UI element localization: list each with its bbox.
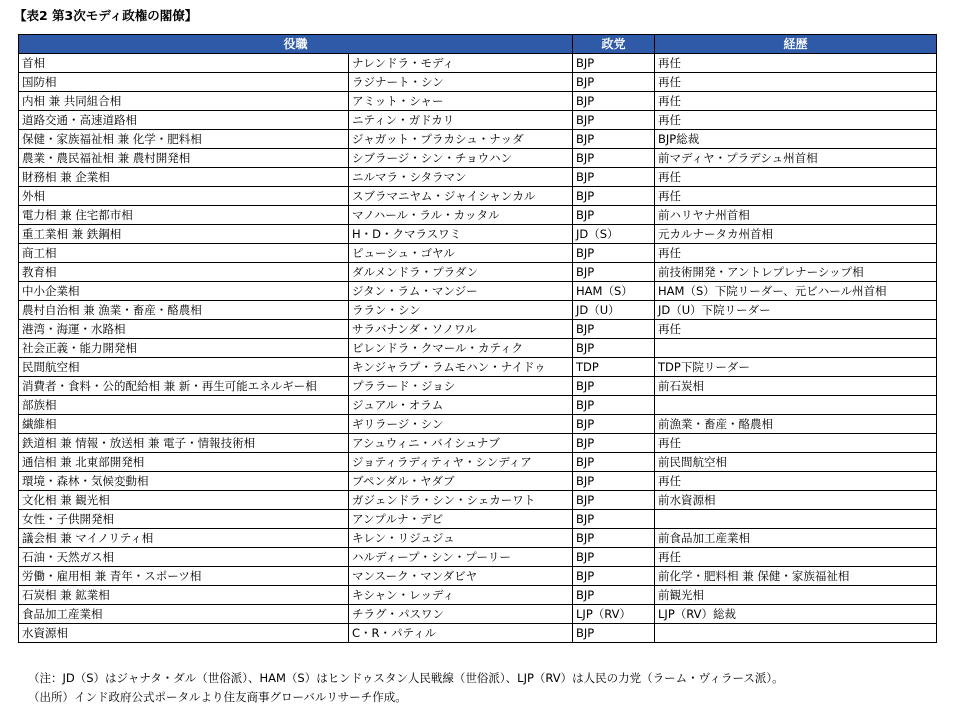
cell-party: BJP — [573, 415, 655, 434]
cell-role: 石油・天然ガス相 — [19, 548, 349, 567]
cell-name: アミット・シャー — [349, 92, 573, 111]
cell-career: 前石炭相 — [655, 377, 937, 396]
cell-name: ギリラージ・シン — [349, 415, 573, 434]
cell-career: 再任 — [655, 548, 937, 567]
cell-role: 農業・農民福祉相 兼 農村開発相 — [19, 149, 349, 168]
cell-role: 首相 — [19, 54, 349, 73]
cabinet-table — [18, 34, 937, 643]
table-row — [19, 320, 937, 339]
table-row — [19, 586, 937, 605]
cell-party: BJP — [573, 149, 655, 168]
cell-role: 繊維相 — [19, 415, 349, 434]
cell-name: ダルメンドラ・プラダン — [349, 263, 573, 282]
cell-role: 重工業相 兼 鉄鋼相 — [19, 225, 349, 244]
cell-party: BJP — [573, 263, 655, 282]
cell-role: 財務相 兼 企業相 — [19, 168, 349, 187]
cell-role: 環境・森林・気候変動相 — [19, 472, 349, 491]
cell-career: 再任 — [655, 187, 937, 206]
cell-role: 消費者・食料・公的配給相 兼 新・再生可能エネルギー相 — [19, 377, 349, 396]
cell-role: 文化相 兼 観光相 — [19, 491, 349, 510]
cell-party: BJP — [573, 54, 655, 73]
cell-role: 水資源相 — [19, 624, 349, 643]
cell-career: 再任 — [655, 472, 937, 491]
header-party: 政党 — [573, 35, 655, 54]
header-career: 経歴 — [655, 35, 937, 54]
cell-career: 再任 — [655, 168, 937, 187]
table-caption: 【表2 第3次モディ政権の閣僚】 — [14, 8, 198, 23]
cell-party: BJP — [573, 472, 655, 491]
cell-career: 前マディヤ・プラデシュ州首相 — [655, 149, 937, 168]
cell-role: 通信相 兼 北東部開発相 — [19, 453, 349, 472]
header-role: 役職 — [19, 35, 573, 54]
table-row — [19, 263, 937, 282]
cell-party: BJP — [573, 586, 655, 605]
cell-role: 港湾・海運・水路相 — [19, 320, 349, 339]
cell-career: LJP（RV）総裁 — [655, 605, 937, 624]
cell-party: LJP（RV） — [573, 605, 655, 624]
table-row — [19, 92, 937, 111]
cell-name: ピューシュ・ゴヤル — [349, 244, 573, 263]
cell-career — [655, 396, 937, 415]
cell-career: BJP総裁 — [655, 130, 937, 149]
cell-party: BJP — [573, 396, 655, 415]
table-row — [19, 624, 937, 643]
cell-name: ラジナート・シン — [349, 73, 573, 92]
cell-name: ララン・シン — [349, 301, 573, 320]
table-row — [19, 187, 937, 206]
table-row — [19, 206, 937, 225]
table-row — [19, 605, 937, 624]
cell-party: BJP — [573, 567, 655, 586]
table-row — [19, 244, 937, 263]
table-row — [19, 339, 937, 358]
cell-party: JD（U） — [573, 301, 655, 320]
cell-role: 部族相 — [19, 396, 349, 415]
table-row — [19, 301, 937, 320]
table-row — [19, 510, 937, 529]
cell-career: HAM（S）下院リーダー、元ビハール州首相 — [655, 282, 937, 301]
cell-role: 石炭相 兼 鉱業相 — [19, 586, 349, 605]
cell-career — [655, 510, 937, 529]
cell-career: 前ハリヤナ州首相 — [655, 206, 937, 225]
cell-role: 内相 兼 共同組合相 — [19, 92, 349, 111]
table-row — [19, 282, 937, 301]
cell-role: 鉄道相 兼 情報・放送相 兼 電子・情報技術相 — [19, 434, 349, 453]
cell-name: ジュアル・オラム — [349, 396, 573, 415]
cell-name: ビレンドラ・クマール・カティク — [349, 339, 573, 358]
table-row — [19, 491, 937, 510]
table-row — [19, 377, 937, 396]
table-row — [19, 434, 937, 453]
table-row — [19, 472, 937, 491]
cell-career — [655, 339, 937, 358]
table-row — [19, 54, 937, 73]
cell-career: 再任 — [655, 434, 937, 453]
table-body — [19, 54, 937, 643]
cell-role: 道路交通・高速道路相 — [19, 111, 349, 130]
table-row — [19, 548, 937, 567]
cell-name: ハルディープ・シン・プーリー — [349, 548, 573, 567]
cell-career: 再任 — [655, 320, 937, 339]
cell-role: 労働・雇用相 兼 青年・スポーツ相 — [19, 567, 349, 586]
table-row — [19, 111, 937, 130]
cell-name: スブラマニヤム・ジャイシャンカル — [349, 187, 573, 206]
cell-role: 外相 — [19, 187, 349, 206]
cell-name: H・D・クマラスワミ — [349, 225, 573, 244]
cell-name: ナレンドラ・モディ — [349, 54, 573, 73]
cell-career: 前化学・肥料相 兼 保健・家族福祉相 — [655, 567, 937, 586]
cell-career: 前水資源相 — [655, 491, 937, 510]
cell-role: 民間航空相 — [19, 358, 349, 377]
cell-career: 前民間航空相 — [655, 453, 937, 472]
cell-career: 前観光相 — [655, 586, 937, 605]
table-row — [19, 225, 937, 244]
cell-role: 農村自治相 兼 漁業・畜産・酪農相 — [19, 301, 349, 320]
cell-name: マンスーク・マンダビヤ — [349, 567, 573, 586]
cell-name: マノハール・ラル・カッタル — [349, 206, 573, 225]
cell-name: ジタン・ラム・マンジー — [349, 282, 573, 301]
cell-role: 電力相 兼 住宅都市相 — [19, 206, 349, 225]
cell-name: C・R・パティル — [349, 624, 573, 643]
cell-name: ジョティラディティヤ・シンディア — [349, 453, 573, 472]
table-header-row — [19, 35, 937, 54]
cell-name: サラバナンダ・ソノワル — [349, 320, 573, 339]
table-row — [19, 130, 937, 149]
table-row — [19, 168, 937, 187]
cell-career: JD（U）下院リーダー — [655, 301, 937, 320]
cell-name: ガジェンドラ・シン・シェカーワト — [349, 491, 573, 510]
cell-party: BJP — [573, 377, 655, 396]
cell-name: ニルマラ・シタラマン — [349, 168, 573, 187]
cell-name: チラグ・パスワン — [349, 605, 573, 624]
cell-career: 再任 — [655, 92, 937, 111]
cell-party: BJP — [573, 434, 655, 453]
cell-career: TDP下院リーダー — [655, 358, 937, 377]
cell-role: 女性・子供開発相 — [19, 510, 349, 529]
cell-party: BJP — [573, 92, 655, 111]
cell-career: 再任 — [655, 54, 937, 73]
cell-career: 元カルナータカ州首相 — [655, 225, 937, 244]
cell-career: 前漁業・畜産・酪農相 — [655, 415, 937, 434]
table-row — [19, 415, 937, 434]
source-note: （出所）インド政府公式ポータルより住友商事グローバルリサーチ作成。 — [28, 690, 407, 704]
cell-party: BJP — [573, 187, 655, 206]
cell-party: BJP — [573, 624, 655, 643]
cell-party: BJP — [573, 320, 655, 339]
cell-party: JD（S） — [573, 225, 655, 244]
cell-party: BJP — [573, 111, 655, 130]
cell-party: BJP — [573, 339, 655, 358]
cell-name: キレン・リジュジュ — [349, 529, 573, 548]
cell-role: 教育相 — [19, 263, 349, 282]
cell-role: 議会相 兼 マイノリティ相 — [19, 529, 349, 548]
cell-party: BJP — [573, 510, 655, 529]
table-row — [19, 567, 937, 586]
cell-name: ブペンダル・ヤダブ — [349, 472, 573, 491]
cell-party: BJP — [573, 206, 655, 225]
table-row — [19, 73, 937, 92]
cell-career: 再任 — [655, 244, 937, 263]
cell-role: 商工相 — [19, 244, 349, 263]
footnote: （注：JD（S）はジャナタ・ダル（世俗派）、HAM（S）はヒンドゥスタン人民戦線（世俗派）、LJP（RV）は人民の力党（ラーム・ヴィラース派）。 — [28, 671, 784, 685]
cell-party: BJP — [573, 130, 655, 149]
cell-party: BJP — [573, 529, 655, 548]
cell-name: キシャン・レッディ — [349, 586, 573, 605]
cell-party: BJP — [573, 548, 655, 567]
cell-name: ニティン・ガドカリ — [349, 111, 573, 130]
cell-party: BJP — [573, 453, 655, 472]
cell-party: BJP — [573, 168, 655, 187]
cell-name: ジャガット・プラカシュ・ナッダ — [349, 130, 573, 149]
cell-role: 中小企業相 — [19, 282, 349, 301]
table-row — [19, 529, 937, 548]
cell-career: 再任 — [655, 111, 937, 130]
cell-name: プララード・ジョシ — [349, 377, 573, 396]
table-row — [19, 358, 937, 377]
table-row — [19, 453, 937, 472]
cell-name: アシュウィニ・バイシュナブ — [349, 434, 573, 453]
cell-party: BJP — [573, 244, 655, 263]
cell-career: 前食品加工産業相 — [655, 529, 937, 548]
cell-party: BJP — [573, 491, 655, 510]
cell-role: 国防相 — [19, 73, 349, 92]
cell-name: シブラージ・シン・チョウハン — [349, 149, 573, 168]
cell-role: 保健・家族福祉相 兼 化学・肥料相 — [19, 130, 349, 149]
cell-name: アンプルナ・デビ — [349, 510, 573, 529]
cell-role: 社会正義・能力開発相 — [19, 339, 349, 358]
cell-name: キンジャラプ・ラムモハン・ナイドゥ — [349, 358, 573, 377]
cell-role: 食品加工産業相 — [19, 605, 349, 624]
cell-party: BJP — [573, 73, 655, 92]
cell-career: 再任 — [655, 73, 937, 92]
cell-career — [655, 624, 937, 643]
cell-party: HAM（S） — [573, 282, 655, 301]
cell-career: 前技術開発・アントレプレナーシップ相 — [655, 263, 937, 282]
cell-party: TDP — [573, 358, 655, 377]
table-row — [19, 149, 937, 168]
table-row — [19, 396, 937, 415]
